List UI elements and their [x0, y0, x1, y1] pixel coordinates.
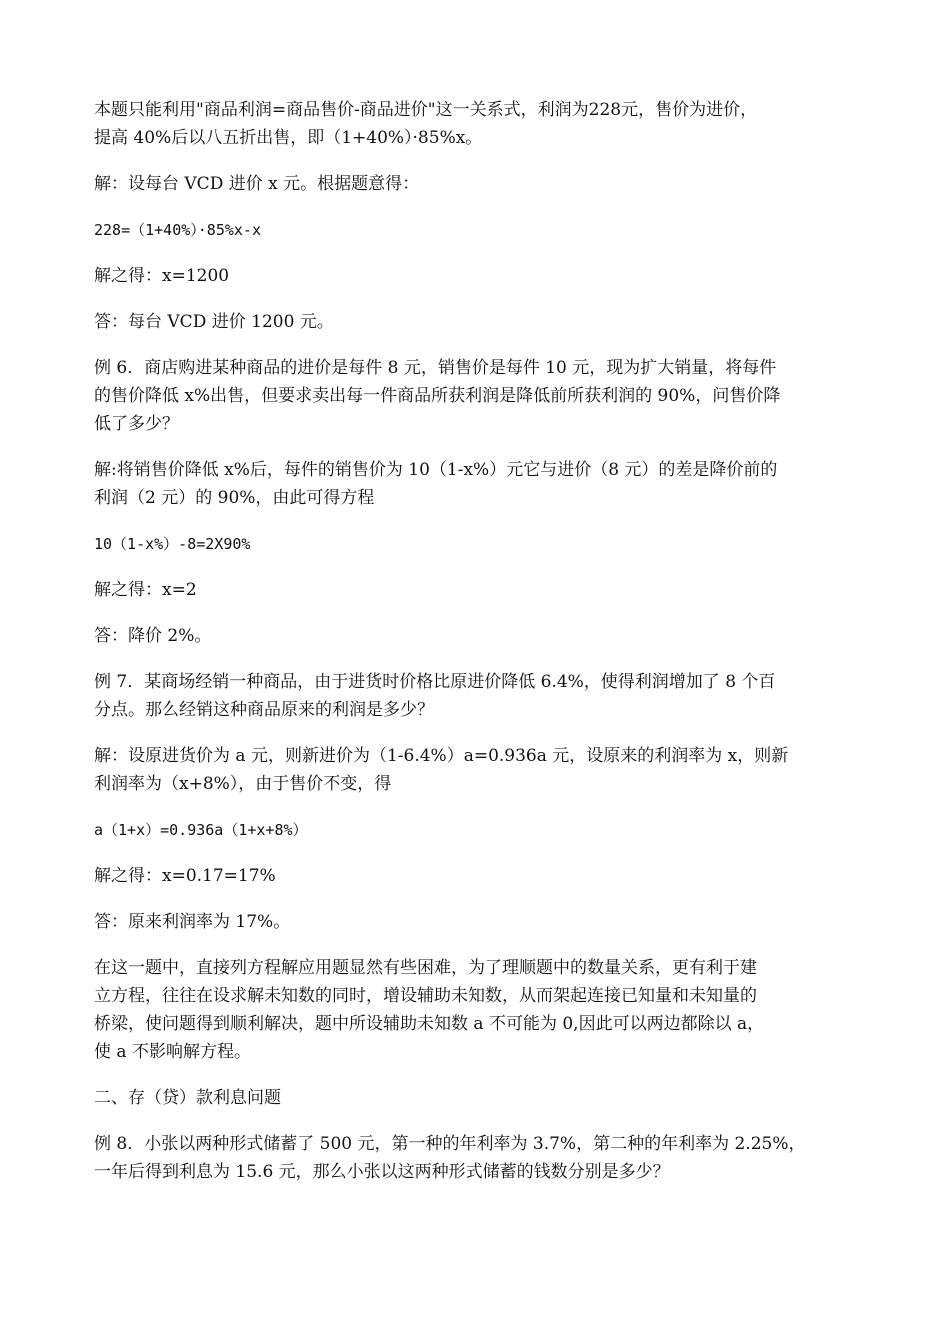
text-line: 例 6．商店购进某种商品的进价是每件 8 元，销售价是每件 10 元，现为扩大销量，将每件	[94, 358, 777, 378]
text-paragraph	[94, 622, 854, 650]
text-paragraph	[94, 456, 854, 512]
text-paragraph	[94, 1130, 854, 1186]
text-line: 利润率为（x+8%），由于售价不变，得	[94, 774, 392, 794]
text-line: 例 7．某商场经销一种商品，由于进货时价格比原进价降低 6.4%，使得利润增加了 8 个百	[94, 672, 776, 692]
text-line: 二、存（贷）款利息问题	[94, 1088, 281, 1108]
equation-paragraph	[94, 816, 854, 844]
text-paragraph	[94, 1084, 854, 1112]
text-paragraph	[94, 96, 854, 152]
text-line: 利润（2 元）的 90%，由此可得方程	[94, 488, 375, 508]
text-paragraph	[94, 308, 854, 336]
text-line: 解之得：x=1200	[94, 266, 230, 286]
text-paragraph	[94, 170, 854, 198]
text-line: 228=（1+40%）·85%x-x	[94, 221, 261, 239]
equation-paragraph	[94, 216, 854, 244]
text-line: 低了多少？	[94, 414, 179, 434]
document-body	[94, 96, 854, 1204]
text-paragraph	[94, 908, 854, 936]
text-line: 解:将销售价降低 x%后，每件的销售价为 10（1-x%）元它与进价（8 元）的差是降价前的	[94, 460, 778, 480]
text-paragraph	[94, 576, 854, 604]
text-line: 解：设每台 VCD 进价 x 元。根据题意得：	[94, 174, 420, 194]
text-line: 答：原来利润率为 17%。	[94, 912, 291, 932]
text-paragraph	[94, 354, 854, 438]
text-line: 解之得：x=2	[94, 580, 197, 600]
text-paragraph	[94, 862, 854, 890]
text-line: 本题只能利用"商品利润=商品售价-商品进价"这一关系式，利润为228元，售价为进价，	[94, 100, 758, 120]
text-line: 答：降价 2%。	[94, 626, 212, 646]
text-line: 解之得：x=0.17=17%	[94, 866, 276, 886]
text-line: 提高 40%后以八五折出售，即（1+40%）·85%x。	[94, 128, 483, 148]
text-line: 桥梁，使问题得到顺利解决，题中所设辅助未知数 a 不可能为 0,因此可以两边都除以 a，	[94, 1014, 765, 1034]
text-line: a（1+x）=0.936a（1+x+8%）	[94, 821, 308, 839]
text-paragraph	[94, 262, 854, 290]
text-line: 使 a 不影响解方程。	[94, 1042, 251, 1062]
text-line: 分点。那么经销这种商品原来的利润是多少？	[94, 700, 434, 720]
text-paragraph	[94, 954, 854, 1066]
equation-paragraph	[94, 530, 854, 558]
text-line: 在这一题中，直接列方程解应用题显然有些困难，为了理顺题中的数量关系，更有利于建	[94, 958, 757, 978]
text-line: 立方程，往往在设求解未知数的同时，增设辅助未知数，从而架起连接已知量和未知量的	[94, 986, 757, 1006]
text-paragraph	[94, 742, 854, 798]
text-paragraph	[94, 668, 854, 724]
text-line: 10（1-x%）-8=2X90%	[94, 535, 251, 553]
text-line: 解：设原进货价为 a 元，则新进价为（1-6.4%）a=0.936a 元，设原来的利润率为 x，则新	[94, 746, 789, 766]
text-line: 的售价降低 x%出售，但要求卖出每一件商品所获利润是降低前所获利润的 90%，问售价降	[94, 386, 781, 406]
text-line: 例 8．小张以两种形式储蓄了 500 元，第一种的年利率为 3.7%，第二种的年利率为 2.25%，	[94, 1134, 806, 1154]
text-line: 一年后得到利息为 15.6 元，那么小张以这两种形式储蓄的钱数分别是多少？	[94, 1162, 670, 1182]
text-line: 答：每台 VCD 进价 1200 元。	[94, 312, 334, 332]
